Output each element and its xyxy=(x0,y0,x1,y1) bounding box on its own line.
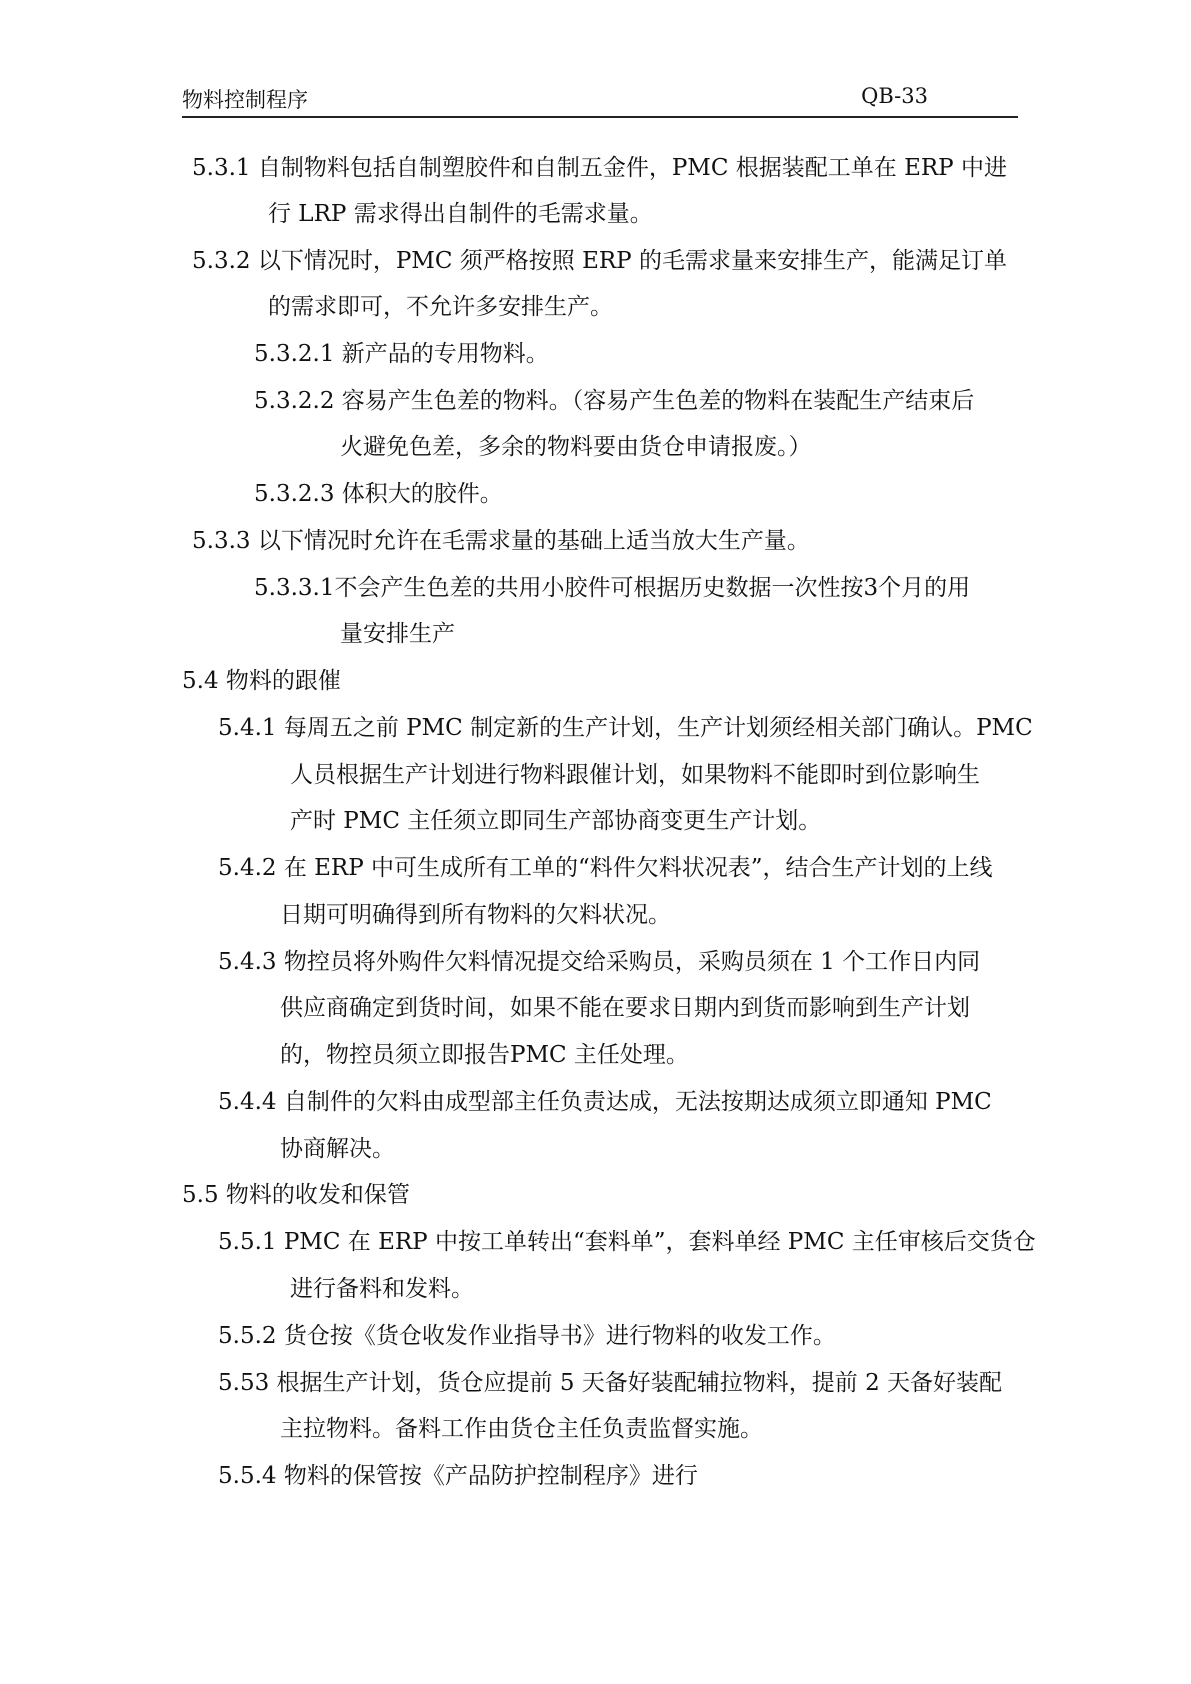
page-header xyxy=(182,84,1018,118)
clause-5-5-2: 5.5.2 货仓按《货仓收发作业指导书》进行物料的收发工作。 xyxy=(218,1323,836,1349)
clause-5-5-3-line2: 主拉物料。备料工作由货仓主任负责监督实施。 xyxy=(280,1416,763,1442)
clause-5-4-4-line1: 5.4.4 自制件的欠料由成型部主任负责达成，无法按期达成须立即通知 PMC xyxy=(218,1089,992,1115)
clause-5-4-3-line1: 5.4.3 物控员将外购件欠料情况提交给采购员，采购员须在 1 个工作日内同 xyxy=(218,949,981,975)
clause-5-4-4-line2: 协商解决。 xyxy=(280,1136,395,1162)
clause-5-5-3-line1: 5.53 根据生产计划，货仓应提前 5 天备好装配辅拉物料，提前 2 天备好装配 xyxy=(218,1370,1003,1396)
clause-5-3-2-3: 5.3.2.3 体积大的胶件。 xyxy=(254,481,503,507)
clause-5-4-3-line2: 供应商确定到货时间，如果不能在要求日期内到货而影响到生产计划 xyxy=(280,995,970,1021)
section-5-4-heading: 5.4 物料的跟催 xyxy=(182,668,341,694)
clause-5-5-1-line1: 5.5.1 PMC 在 ERP 中按工单转出“套料单”，套料单经 PMC 主任审核后交货仓 xyxy=(218,1229,1036,1255)
clause-5-3-2-2-line1: 5.3.2.2 容易产生色差的物料。（容易产生色差的物料在装配生产结束后 xyxy=(254,388,975,414)
clause-5-4-1-line2: 人员根据生产计划进行物料跟催计划，如果物料不能即时到位影响生 xyxy=(290,762,980,788)
clause-5-4-1-line3: 产时 PMC 主任须立即同生产部协商变更生产计划。 xyxy=(290,808,822,834)
clause-5-3-2-1: 5.3.2.1 新产品的专用物料。 xyxy=(254,341,549,367)
clause-5-4-3-line3: 的，物控员须立即报告PMC 主任处理。 xyxy=(280,1042,689,1068)
document-code: QB-33 xyxy=(861,84,928,108)
clause-5-3-1-line2: 行 LRP 需求得出自制件的毛需求量。 xyxy=(268,201,653,227)
clause-5-4-2-line1: 5.4.2 在 ERP 中可生成所有工单的“料件欠料状况表”，结合生产计划的上线 xyxy=(218,855,993,881)
document-title: 物料控制程序 xyxy=(182,88,308,112)
clause-5-3-3-1-line1: 5.3.3.1不会产生色差的共用小胶件可根据历史数据一次性按3个月的用 xyxy=(254,575,971,601)
clause-5-3-3-1-line2: 量安排生产 xyxy=(340,621,455,647)
clause-5-3-2-line1: 5.3.2 以下情况时，PMC 须严格按照 ERP 的毛需求量来安排生产，能满足订单 xyxy=(192,248,1007,274)
clause-5-5-4: 5.5.4 物料的保管按《产品防护控制程序》进行 xyxy=(218,1463,698,1489)
clause-5-4-1-line1: 5.4.1 每周五之前 PMC 制定新的生产计划，生产计划须经相关部门确认。PMC xyxy=(218,715,1033,741)
clause-5-5-1-line2: 进行备料和发料。 xyxy=(290,1276,474,1302)
clause-5-3-1-line1: 5.3.1 自制物料包括自制塑胶件和自制五金件，PMC 根据装配工单在 ERP 中进 xyxy=(192,155,1007,181)
clause-5-3-3: 5.3.3 以下情况时允许在毛需求量的基础上适当放大生产量。 xyxy=(192,528,810,554)
clause-5-3-2-line2: 的需求即可，不允许多安排生产。 xyxy=(268,294,613,320)
section-5-5-heading: 5.5 物料的收发和保管 xyxy=(182,1182,410,1208)
clause-5-4-2-line2: 日期可明确得到所有物料的欠料状况。 xyxy=(280,902,671,928)
clause-5-3-2-2-line2: 火避免色差，多余的物料要由货仓申请报废。） xyxy=(340,434,812,460)
